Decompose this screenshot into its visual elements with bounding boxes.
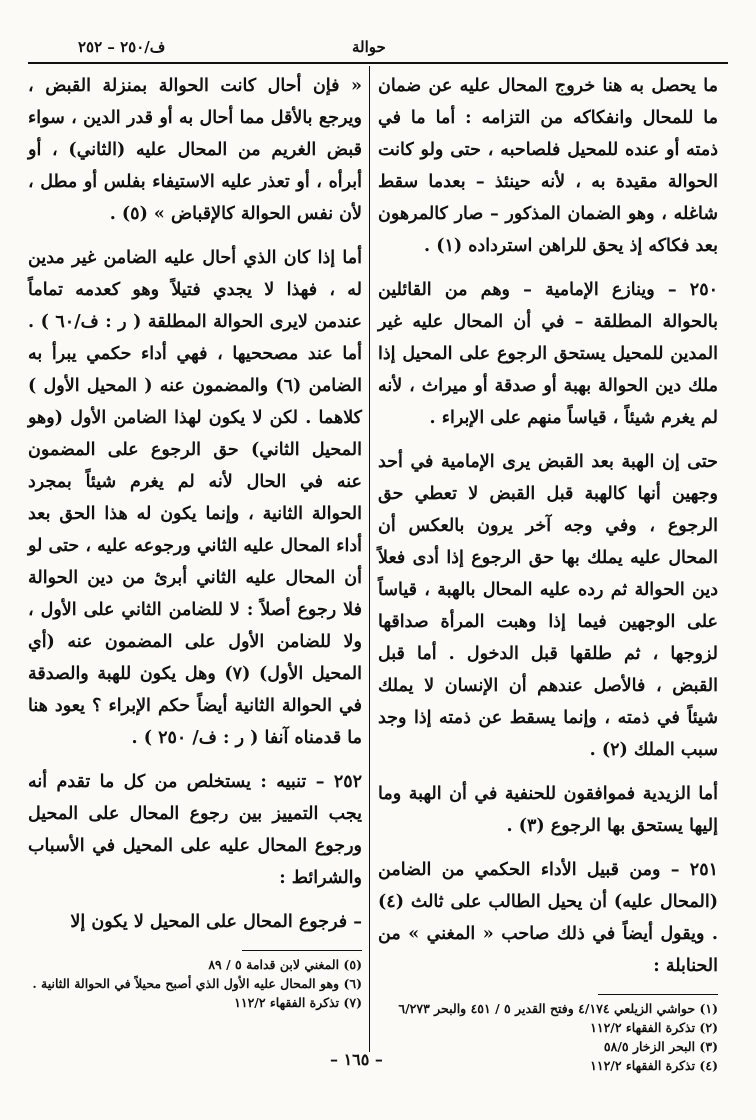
footnote: (٧) تذكرة الفقهاء ١١٢/٢ (234, 995, 362, 1010)
footnote: (٦) وهو المحال عليه الأول الذي أصبح محيلاً في الحوالة الثانية . (32, 976, 362, 991)
paragraph: أما الزيدية فموافقون للحنفية في أن الهبة وما إليها يستحق بها الرجوع (٣) . (378, 784, 718, 836)
paragraph-250: ٢٥٠ – وينازع الإمامية – وهم من القائلين بالحوالة المطلقة – في أن المحال عليه غير المدين للمحيل يستحق الرجوع على المحيل إذا ملك دين الحوالة بهبة أو صدقة أو ميراث ، لأنه لم يغرم شيئاً ، قياساً منهم على الإبراء . (378, 280, 718, 428)
paragraph-252 (28, 766, 362, 894)
paragraph: أما إذا كان الذي أحال عليه الضامن غير مدين له ، فهذا لا يجدي فتيلاً وهو كعدمه تماماً عندمن لايرى الحوالة المطلقة ( ر : ف/٦٠ ) . أما عند مصححيها ، فهي أداء حكمي يبرأ به الضامن (٦) والمضمون عنه ( المحيل الأول ) كلاهما . لكن لا يكون لهذا الضامن الأول (وهو المحيل الثاني) حق الرجوع على المضمون عنه في الحال لأنه لم يغرم شيئاً بمجرد الحوالة الثانية ، وإنما يكون له هذا الحق بعد أداء المحال عليه الثاني ورجوعه عليه ، حتى لو أن المحال عليه الثاني أبرئ من دين الحوالة فلا رجوع أصلاً : لا للضامن الثاني على الأول ، ولا للضامن الأول على المضمون عنه (أي المحيل الأول) (٧) وهل يكون للهبة والصدقة في الحوالة الثانية أيضاً حكم الإبراء ؟ يعود هنا ما قدمناه آنفا ( ر : ف/ ٢٥٠ ) . (28, 248, 363, 748)
footnote: (٥) المغني لابن قدامة ٥ / ٨٩ (208, 957, 362, 972)
paragraph: – فرجوع المحال على المحيل لا يكون إلا (70, 912, 362, 932)
footnote: (٢) تذكرة الفقهاء ١١٢/٢ (590, 1020, 718, 1035)
column-divider (369, 66, 370, 1052)
paragraph: ما يحصل به هنا خروج المحال عليه عن ضمان ما للمحال وانفكاكه من التزامه : أما ما في ذمته أو عنده للمحيل فلصاحبه ، حتى ولو كانت الحوالة مقيدة به ، لأنه حينئذ – بعدما سقط شاغله ، وهو الضمان المذكور – صار كالمرهون بعد فكاكه إذ يحق للراهن استرداده (١) . (378, 76, 718, 256)
footnote-rule (598, 994, 718, 995)
paragraph-251: ٢٥١ – ومن قبيل الأداء الحكمي من الضامن (المحال عليه) أن يحيل الطالب على ثالث (٤) . ويقول أيضاً في ذلك صاحب « المغني » من الحنابلة : (378, 860, 718, 976)
footnote: (١) حواشي الزيلعي ٤/١٧٤ وفتح القدير ٥ / ٤٥١ والبحر ٦/٢٧٣ (398, 1001, 718, 1016)
header-section-range: ف/٢٥٠ – ٢٥٢ (78, 38, 166, 56)
right-column (378, 70, 718, 1075)
section-label: تنبيه (276, 772, 307, 792)
footnote-rule (242, 950, 362, 951)
section-text: : يستخلص من كل ما تقدم أنه يجب التمييز بين رجوع المحال على المحيل ورجوع المحال عليه على المحيل في الأسباب والشرائط : (28, 772, 362, 888)
page-number: – ١٦٥ – (330, 1050, 383, 1069)
paragraph: حتى إن الهبة بعد القبض يرى الإمامية في أحد وجهين أنها كالهبة قبل القبض لا تعطي حق الرجوع ، وفي وجه آخر يرون بالعكس أن المحال عليه يملك بها حق الرجوع إذا أدى فعلاً دين الحوالة ثم رده عليه المحال بالهبة ، قياساً على الوجهين فيما إذا وهبت المرأة صداقها لزوجها ، ثم طلقها قبل الدخول . أما قبل القبض ، فالأصل عندهم أن الإنسان لا يملك شيئاً في ذمته ، وإنما يسقط عن ذمته إذا وجد سبب الملك (٢) . (378, 452, 718, 760)
footnote: (٤) تذكرة الفقهاء ١١٢/٢ (590, 1058, 718, 1073)
footnotes (378, 999, 718, 1075)
footnotes (28, 955, 362, 1012)
footnote: (٣) البحر الزخار ٥٨/٥ (603, 1039, 718, 1054)
section-number: ٢٥٢ – (315, 772, 363, 792)
header-rule (28, 62, 728, 64)
header-title: حوالة (352, 38, 386, 56)
left-column (28, 70, 362, 1012)
paragraph-quote: « فإن أحال كانت الحوالة بمنزلة القبض ، ويرجع بالأقل مما أحال به أو قدر الدين ، سواء قبض الغريم من المحال عليه (الثاني) ، أو أبرأه ، أو تعذر عليه الاستيفاء بفلس أو مطل ، لأن نفس الحوالة كالإقباض » (٥) . (28, 76, 362, 224)
